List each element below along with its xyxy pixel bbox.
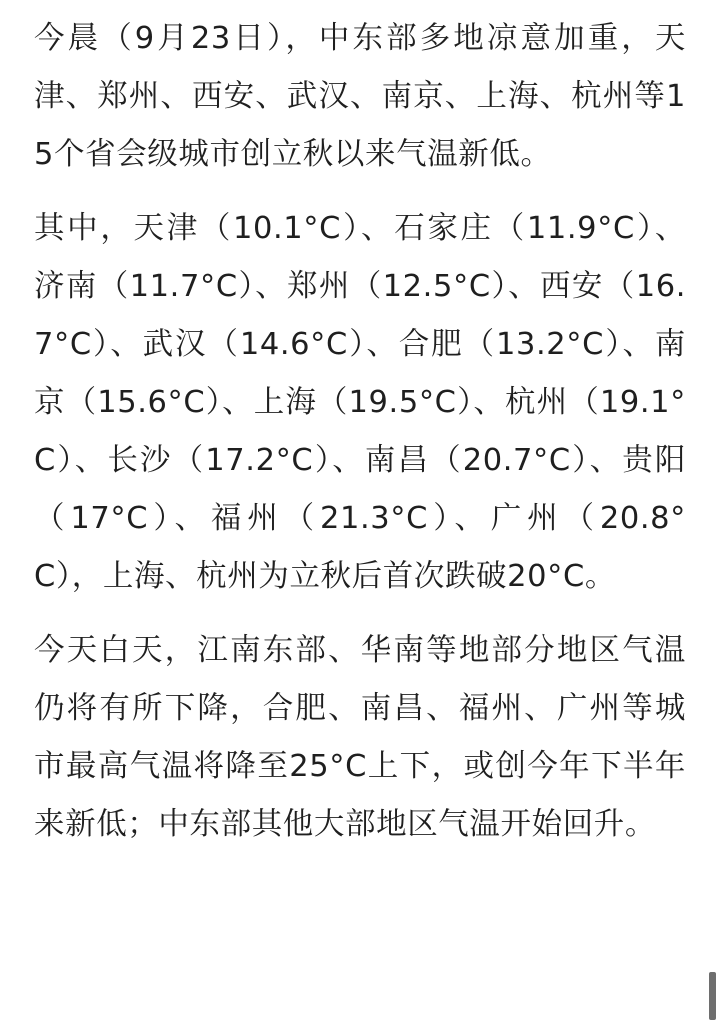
article-paragraph-1: 今晨（9月23日），中东部多地凉意加重，天津、郑州、西安、武汉、南京、上海、杭州等15个省会级城市创立秋以来气温新低。 xyxy=(34,21,686,172)
article-body xyxy=(34,10,686,870)
article-paragraph-2: 其中，天津（10.1°C）、石家庄（11.9°C）、济南（11.7°C）、郑州（12.5°C）、西安（16.7°C）、武汉（14.6°C）、合肥（13.2°C）、南京（15.6°C）、上海（19.5°C）、杭州（19.1°C）、长沙（17.2°C）、南昌（20.7°C）、贵阳（17°C）、福州（21.3°C）、广州（20.8°C），上海、杭州为立秋后首次跌破20°C。 xyxy=(34,211,686,594)
scrollbar-thumb[interactable] xyxy=(709,972,716,1020)
article-paragraph-3: 今天白天，江南东部、华南等地部分地区气温仍将有所下降，合肥、南昌、福州、广州等城市最高气温将降至25°C上下，或创今年下半年来新低；中东部其他大部地区气温开始回升。 xyxy=(34,633,686,842)
